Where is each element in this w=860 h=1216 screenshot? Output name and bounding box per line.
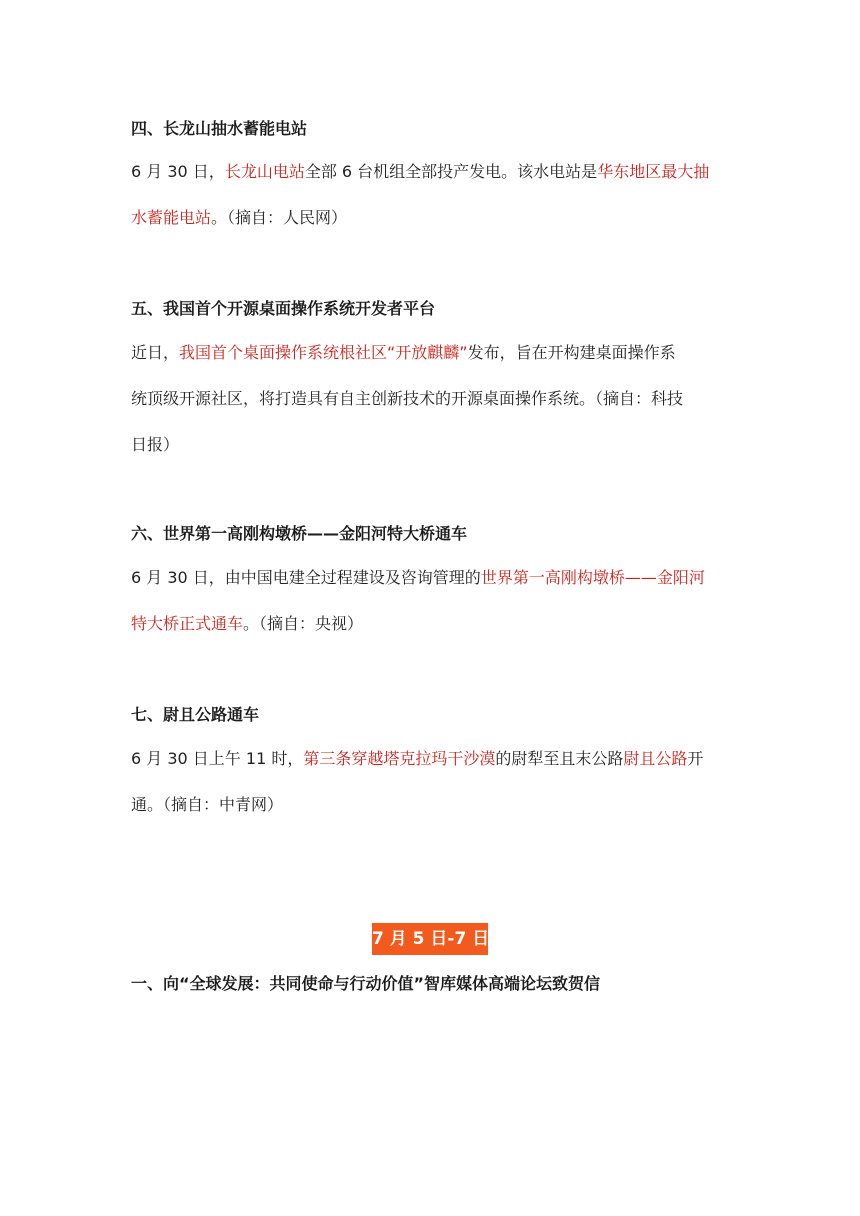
- text-run: 6 月 30 日，: [131, 162, 225, 181]
- highlight-text: 特大桥正式通车: [131, 614, 244, 633]
- section-paragraph-4: [131, 149, 731, 241]
- text-run: 全部 6 台机组全部投产发电。该水电站是: [304, 162, 598, 181]
- text-run: 统顶级开源社区，将打造具有自主创新技术的开源桌面操作系统。（摘自：科技: [131, 389, 684, 408]
- paragraph-line: [131, 330, 731, 376]
- section-paragraph-5: [131, 330, 731, 468]
- highlight-text: 尉且公路: [623, 749, 688, 768]
- section-heading-5: 五、我国首个开源桌面操作系统开发者平台: [131, 299, 436, 318]
- text-run: 发布，旨在开构建桌面操作系: [467, 343, 676, 362]
- text-run: 。（摘自：央视）: [243, 614, 364, 633]
- text-run: 开: [687, 749, 704, 768]
- paragraph-line: [131, 422, 731, 468]
- section-paragraph-6: [131, 555, 731, 647]
- paragraph-line: [131, 149, 731, 195]
- date-badge: 7 月 5 日-7 日: [372, 923, 488, 955]
- paragraph-line: [131, 782, 731, 828]
- paragraph-line: [131, 601, 731, 647]
- text-run: 6 月 30 日，由中国电建全过程建设及咨询管理的: [131, 568, 481, 587]
- section-paragraph-7: [131, 736, 731, 828]
- paragraph-line: [131, 736, 731, 782]
- section-heading-7: 七、尉且公路通车: [131, 705, 260, 724]
- highlight-text: 水蓄能电站: [131, 208, 212, 227]
- paragraph-line: [131, 376, 731, 422]
- text-run: 的尉犁至且末公路: [495, 749, 624, 768]
- highlight-text: 华东地区最大抽: [597, 162, 710, 181]
- next-section-heading: 一、向“全球发展：共同使命与行动价值”智库媒体高端论坛致贺信: [131, 974, 601, 993]
- highlight-text: 我国首个桌面操作系统根社区“开放麒麟”: [179, 343, 468, 362]
- section-heading-4: 四、长龙山抽水蓄能电站: [131, 119, 308, 138]
- highlight-text: 长龙山电站: [224, 162, 305, 181]
- paragraph-line: [131, 195, 731, 241]
- text-run: 日报）: [131, 435, 180, 454]
- text-run: 6 月 30 日上午 11 时，: [131, 749, 304, 768]
- text-run: 近日，: [131, 343, 180, 362]
- highlight-text: 世界第一高刚构墩桥——金阳河: [480, 568, 705, 587]
- paragraph-line: [131, 555, 731, 601]
- text-run: 。（摘自：人民网）: [211, 208, 348, 227]
- text-run: 通。（摘自：中青网）: [131, 795, 284, 814]
- highlight-text: 第三条穿越塔克拉玛干沙漠: [303, 749, 496, 768]
- section-heading-6: 六、世界第一高刚构墩桥——金阳河特大桥通车: [131, 524, 468, 543]
